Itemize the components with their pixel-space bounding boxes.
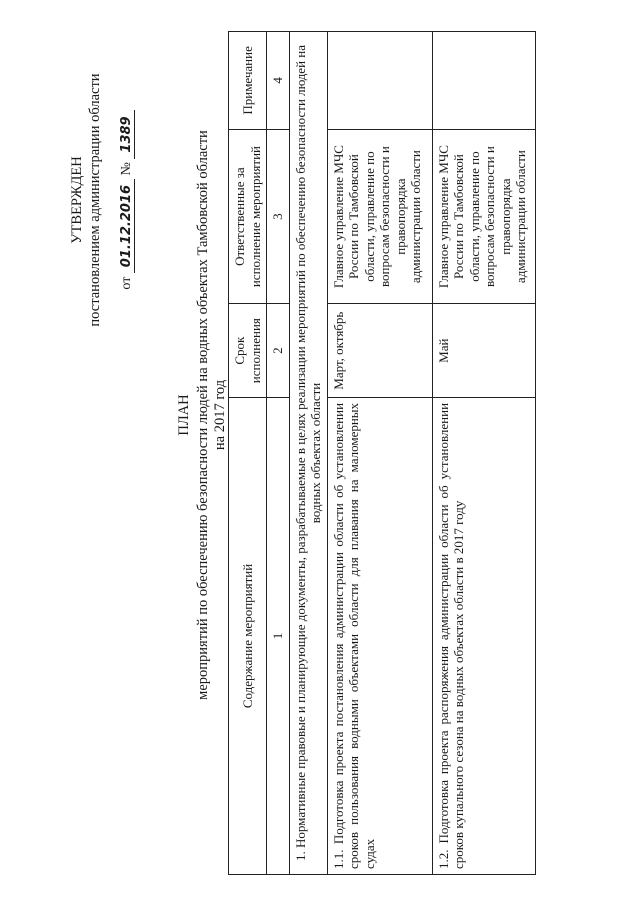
row-note: [327, 32, 432, 130]
header-note: Примечание: [229, 32, 267, 130]
document-title: [176, 45, 229, 785]
number-label: №: [119, 162, 134, 176]
plan-heading: ПЛАН: [176, 394, 192, 436]
row-responsible: Главное управление МЧС России по Тамбовской области, управление по вопросам безопасности и правопорядка администрации области: [432, 129, 535, 304]
approval-date: 01.12.2016: [119, 179, 135, 273]
section-1-title: 1. Нормативные правовые и планирующие документы, разрабатываемые в целях реализации мероприятий по обеспечению безопасности людей на водных объектах области: [289, 32, 327, 875]
header-responsible: Ответственные за исполнение мероприятий: [229, 129, 267, 304]
row-note: [432, 32, 535, 130]
approval-heading: УТВЕРЖДЕН: [69, 156, 85, 244]
row-term: Май: [432, 304, 535, 398]
row-term: Март, октябрь: [327, 304, 432, 398]
column-number: 1: [267, 397, 290, 874]
table-header-row: [229, 32, 267, 875]
column-number-row: [267, 32, 290, 875]
row-content: 1.1. Подготовка проекта постановления администрации области об установлении сроков пользования водными объектами области для плавания на маломерных судах: [327, 397, 432, 874]
table-row: [327, 32, 432, 875]
approval-date-line: [118, 50, 136, 350]
header-term: Срок исполнения: [229, 304, 267, 398]
from-label: от: [119, 276, 134, 290]
column-number: 3: [267, 129, 290, 304]
row-content: 1.2. Подготовка проекта распоряжения администрации области об установлении сроков купального сезона на водных объектах области в 2017 году: [432, 397, 535, 874]
header-content: Содержание мероприятий: [229, 397, 267, 874]
plan-subtitle: мероприятий по обеспечению безопасности людей на водных объектах Тамбовской области: [195, 130, 211, 700]
table-row: [432, 32, 535, 875]
approval-number: 1389: [119, 110, 135, 158]
column-number: 4: [267, 32, 290, 130]
plan-table: [228, 31, 536, 875]
plan-year: на 2017 год: [212, 379, 228, 451]
approval-block: [68, 50, 136, 350]
section-row: [289, 32, 327, 875]
column-number: 2: [267, 304, 290, 398]
approval-line: постановлением администрации области: [87, 73, 103, 327]
row-responsible: Главное управление МЧС России по Тамбовской области, управление по вопросам безопасности и правопорядка администрации области: [327, 129, 432, 304]
